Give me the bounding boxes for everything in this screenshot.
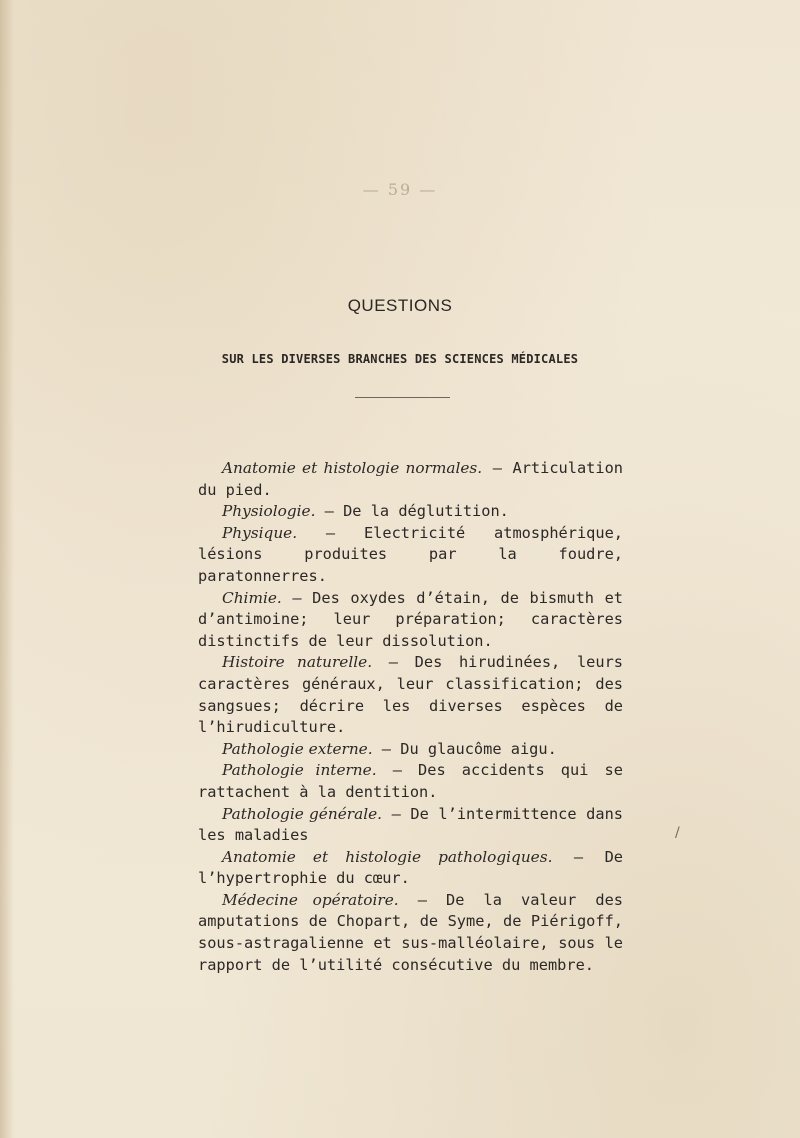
question-item — [198, 739, 623, 761]
question-item — [198, 652, 623, 738]
question-topic: Anatomie et histologie pathologiques. — [222, 847, 553, 866]
question-separator: — — [398, 890, 447, 909]
question-separator: — — [376, 761, 419, 780]
question-topic: Anatomie et histologie normales. — [222, 459, 483, 477]
question-separator: — — [372, 739, 401, 758]
question-separator: — — [372, 653, 415, 672]
question-item — [198, 501, 623, 523]
question-text: De la déglutition. — [343, 502, 509, 521]
question-topic: Pathologie interne. — [222, 761, 377, 780]
question-separator: — — [482, 459, 513, 477]
questions-list — [198, 458, 623, 976]
question-item — [198, 458, 623, 501]
question-separator: — — [297, 523, 364, 542]
question-topic: Physique. — [222, 523, 298, 542]
question-separator: — — [382, 804, 411, 823]
question-text: Des hirudinées, leurs caractères généraux, leur classification; des sangsues; décrire les diverses espèces de l’hirudiculture. — [198, 653, 623, 737]
question-item — [198, 847, 623, 890]
question-text: De la valeur des amputations de Chopart, de Syme, de Piérigoff, sous-astragalienne et sus-malléolaire, sous le rapport de l’utilité consécutive du membre. — [198, 890, 623, 974]
divider-rule — [355, 397, 450, 398]
page-edge-shadow — [0, 0, 14, 1138]
question-text: Electricité atmosphérique, lésions produites par la foudre, paratonnerres. — [198, 523, 623, 585]
page-title: QUESTIONS — [347, 296, 453, 315]
margin-pencil-mark: / — [675, 825, 680, 841]
question-item — [198, 588, 623, 653]
faint-page-number: — 59 — — [362, 180, 438, 199]
question-text: De l’hypertrophie du cœur. — [198, 847, 623, 888]
question-item — [198, 804, 623, 847]
question-text: Des accidents qui se rattachent à la dentition. — [198, 761, 623, 801]
question-topic: Pathologie externe. — [222, 739, 373, 758]
question-topic: Pathologie générale. — [222, 804, 383, 823]
question-text: Du glaucôme aigu. — [400, 739, 557, 758]
question-text: De l’intermittence dans les maladies — [198, 804, 624, 845]
question-text: Des oxydes d’étain, de bismuth et d’antimoine; leur préparation; caractères distinctifs de leur dissolution. — [198, 588, 623, 650]
question-separator: — — [552, 847, 605, 866]
question-item — [198, 890, 623, 976]
question-separator: — — [315, 502, 344, 521]
question-topic: Histoire naturelle. — [222, 653, 373, 672]
question-text: Articulation du pied. — [198, 459, 623, 499]
page-subtitle: SUR LES DIVERSES BRANCHES DES SCIENCES MÉDICALES — [221, 352, 579, 366]
question-item — [198, 523, 623, 588]
question-topic: Médecine opératoire. — [222, 890, 399, 909]
question-topic: Physiologie. — [222, 502, 316, 521]
question-separator: — — [281, 588, 313, 607]
question-topic: Chimie. — [222, 588, 282, 607]
question-item — [198, 760, 623, 803]
